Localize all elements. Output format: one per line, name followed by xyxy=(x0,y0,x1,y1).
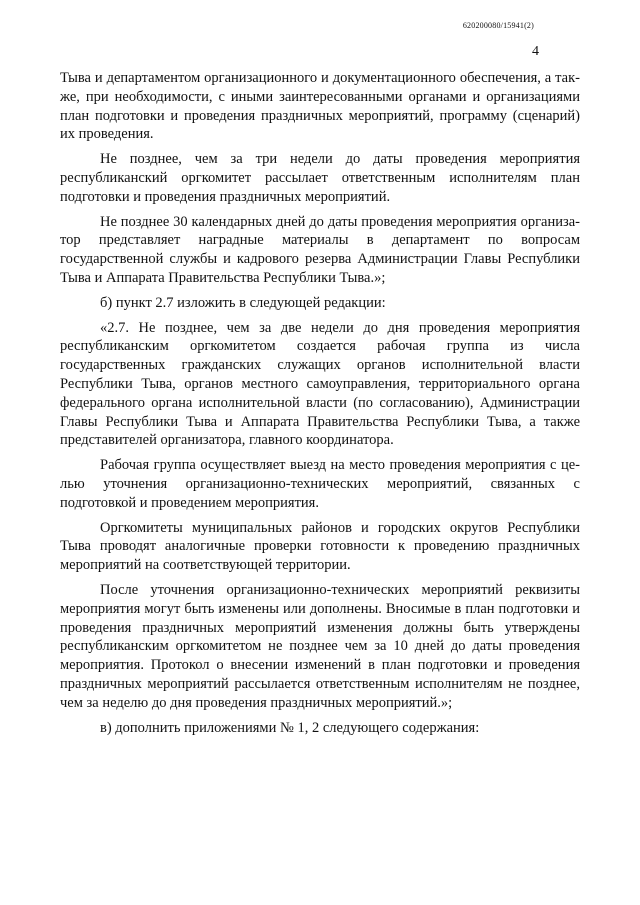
paragraph: Не позднее, чем за три недели до даты проведения мероприятия республиканский оргкомитет рассылает ответственным исполнителям план подготовки и проведения праздничных мероприятий. xyxy=(60,151,580,205)
page-number: 4 xyxy=(532,44,539,59)
paragraph: б) пункт 2.7 изложить в следующей редакции: xyxy=(100,294,386,311)
paragraph: Рабочая группа осуществляет выезд на место проведения мероприятия с целью уточнения организационно-технических мероприятий, связанных с подготовкой и проведением мероприятия. xyxy=(60,457,580,511)
document-body xyxy=(60,69,580,743)
paragraph: в) дополнить приложениями № 1, 2 следующего содержания: xyxy=(100,719,480,736)
paragraph: Не позднее 30 календарных дней до даты проведения мероприятия организатор представляет наградные материалы в департамент по вопросам государственной службы и кадрового резерва Администрации Главы Республики Тыва и Аппарата Правительства Республики Тыва.»; xyxy=(60,213,580,286)
paragraph: Оргкомитеты муниципальных районов и городских округов Республики Тыва проводят аналогичные проверки готовности к проведению праздничных мероприятий на соответствующей территории. xyxy=(60,519,580,574)
paragraph: Тыва и департаментом организационного и документационного обеспечения, а также, при необходимости, с иными заинтересованными органами и организациями план подготовки и проведения праздничных мероприятий, программу (сценарий) их проведения. xyxy=(60,70,580,143)
document-id: 620200080/15941(2) xyxy=(462,21,534,30)
paragraph: «2.7. Не позднее, чем за две недели до дня проведения мероприятия республиканским оргкомитетом создается рабочая группа из числа государственных гражданских служащих органов исполнительной власти Республики Тыва, органов местного самоуправления, территориального органа федерального органа исполнительной власти (по согласованию), Администрации Главы Республики Тыва и Аппарата Правительства Республики Тыва, а также представителей организатора, главного координатора. xyxy=(60,319,580,449)
paragraph: После уточнения организационно-технических мероприятий реквизиты мероприятия могут быть изменены или дополнены. Вносимые в план подготовки и проведения праздничных мероприятий изменения должны быть утверждены республиканским оргкомитетом не позднее чем за 10 дней до даты проведения мероприятия. Протокол о внесении изменений в план подготовки и проведения праздничных мероприятий рассылается ответственным исполнителям не позднее, чем за неделю до дня проведения праздничных мероприятий.»; xyxy=(60,581,580,711)
